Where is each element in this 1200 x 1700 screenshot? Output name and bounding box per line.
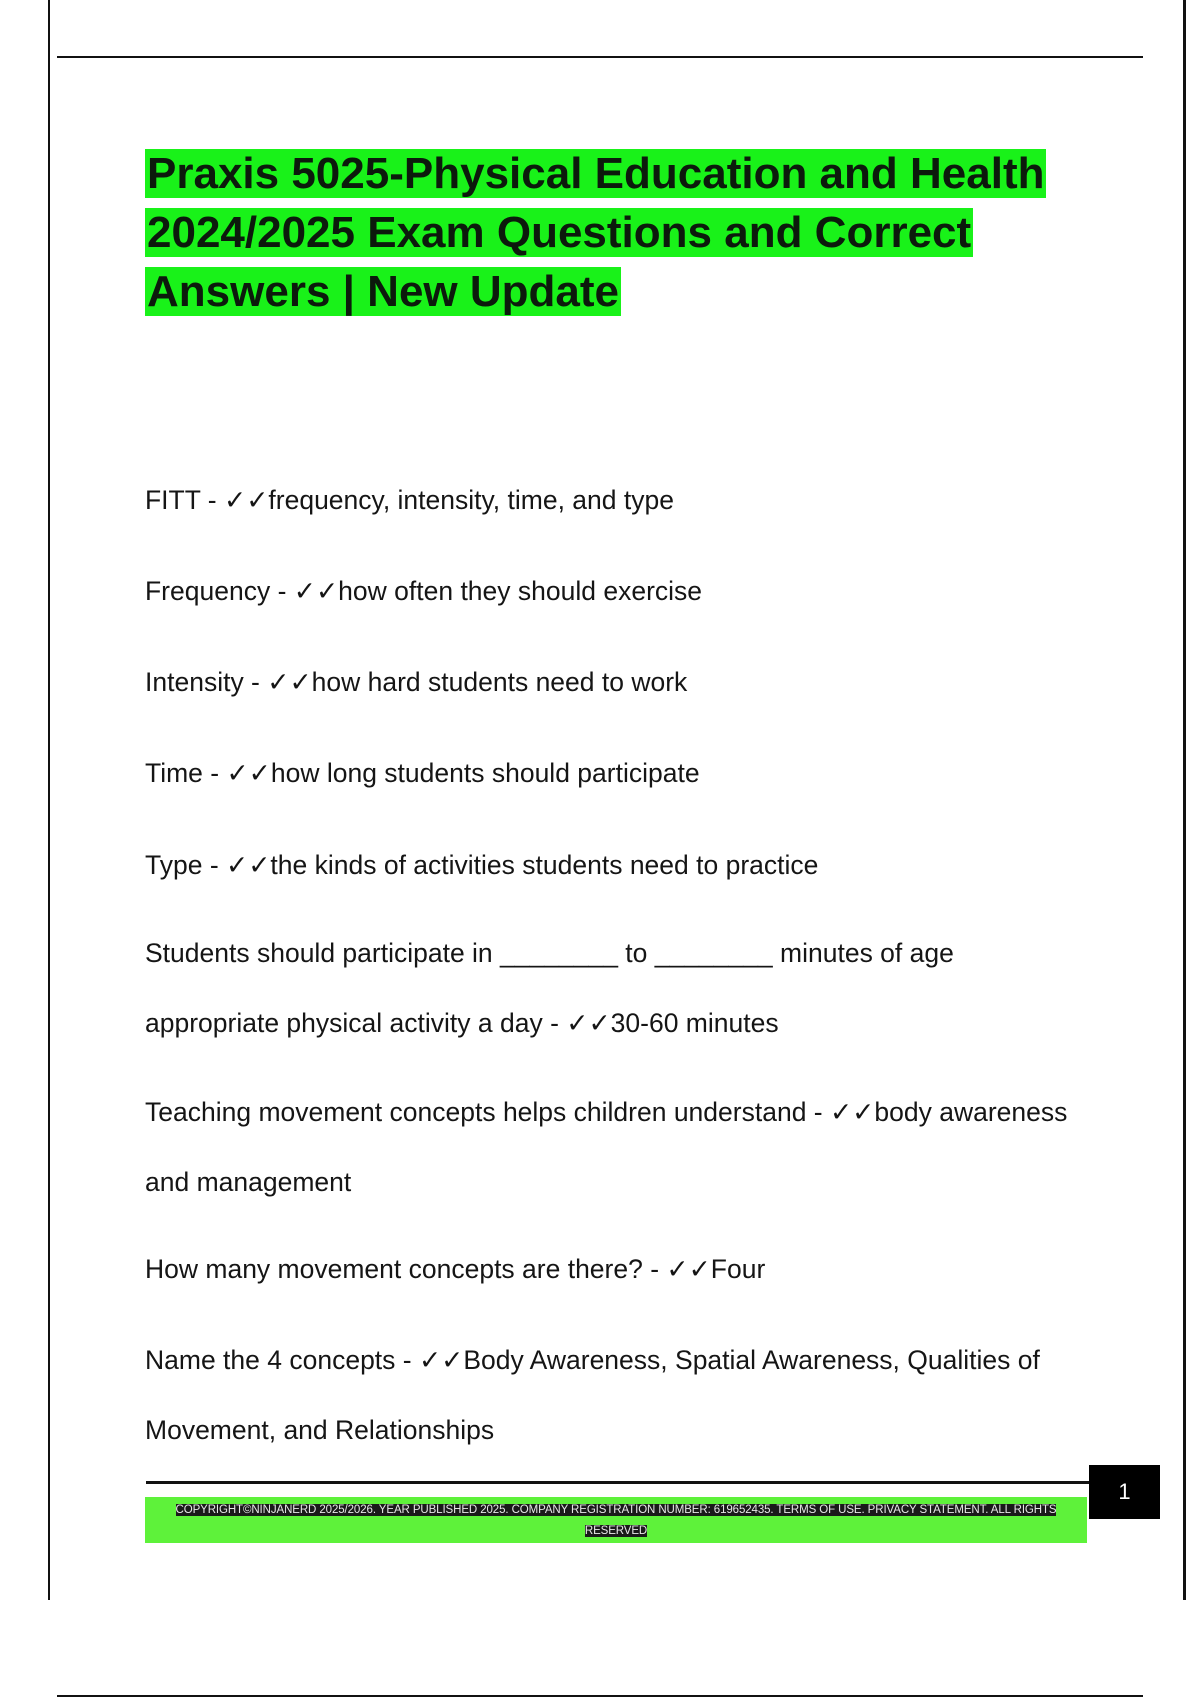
qa-item-fitt: FITT - ✓✓frequency, intensity, time, and type (145, 485, 674, 515)
qa-item-movement-concepts-understand: Teaching movement concepts helps children understand - ✓✓body awareness and management (145, 1097, 1068, 1197)
document-title (145, 144, 1085, 321)
page-border-right (1183, 0, 1186, 1600)
qa-item-type: Type - ✓✓the kinds of activities students need to practice (145, 850, 819, 880)
qa-item-name-concepts: Name the 4 concepts - ✓✓Body Awareness, Spatial Awareness, Qualities of Movement, and Relationships (145, 1345, 1040, 1445)
footer-rule (146, 1481, 1091, 1484)
footer-copyright-text: COPYRIGHT©NINJANERD 2025/2026. YEAR PUBLISHED 2025. COMPANY REGISTRATION NUMBER: 619652435. TERMS OF USE. PRIVACY STATEMENT. ALL RIGHTS RESERVED (175, 1504, 1057, 1537)
document-title-text: Praxis 5025-Physical Education and Health 2024/2025 Exam Questions and Correct Answers | New Update (147, 149, 1045, 316)
footer-copyright (160, 1500, 1072, 1542)
page-number: 1 (1089, 1465, 1160, 1519)
qa-item-intensity: Intensity - ✓✓how hard students need to work (145, 667, 688, 697)
qa-item-frequency: Frequency - ✓✓how often they should exercise (145, 576, 703, 606)
header-rule (57, 56, 1143, 58)
bottom-rule (57, 1695, 1143, 1697)
qa-item-time: Time - ✓✓how long students should participate (145, 758, 700, 788)
qa-item-activity-minutes: Students should participate in ________ to ________ minutes of age appropriate physical activity a day - ✓✓30-60 minutes (145, 938, 954, 1038)
qa-item-movement-concepts-count: How many movement concepts are there? - ✓✓Four (145, 1254, 766, 1284)
page-border-left (48, 0, 50, 1600)
